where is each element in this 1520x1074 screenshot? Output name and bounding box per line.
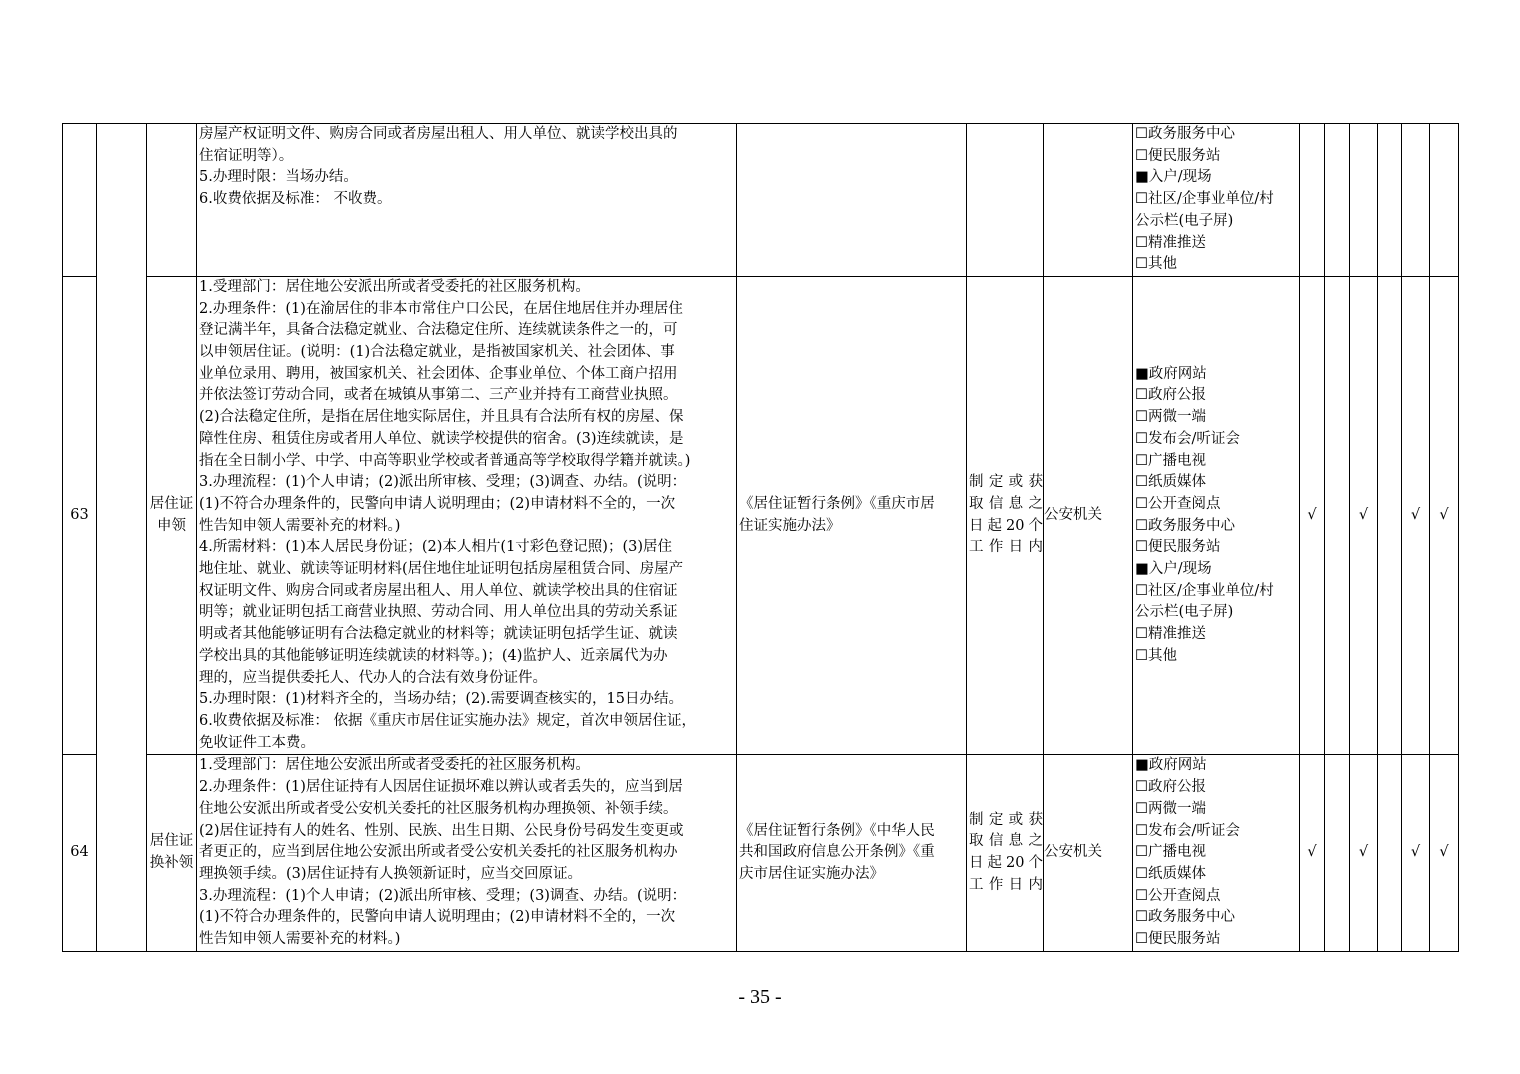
content-line: 免收证件工本费。 xyxy=(199,734,315,751)
mark-cell xyxy=(1378,124,1402,277)
item-name-line: 换补领 xyxy=(149,855,194,872)
time-limit-line: 工作日内 xyxy=(969,876,1043,893)
content-line: 1.受理部门：居住地公安派出所或者受委托的社区服务机构。 xyxy=(199,278,590,295)
channel-option: ☐便民服务站 xyxy=(1135,931,1221,948)
content-line: 登记满半年，具备合法稳定就业、合法稳定住所、连续就读条件之一的，可 xyxy=(199,322,678,339)
basis-cell xyxy=(737,124,967,277)
basis-line: 庆市居住证实施办法》 xyxy=(739,865,884,882)
item-name-cell xyxy=(147,124,197,277)
content-line: 6.收费依据及标准： 依据《重庆市居住证实施办法》规定，首次申领居住证， xyxy=(199,712,696,729)
content-line: 理的，应当提供委托人、代办人的合法有效身份证件。 xyxy=(199,669,547,686)
channel-option: ☐社区/企事业单位/村 xyxy=(1135,191,1274,208)
content-line: 指在全日制小学、中学、中高等职业学校或者普通高等学校取得学籍并就读。) xyxy=(199,452,691,469)
subject-cell: 公安机关 xyxy=(1044,755,1133,951)
basis-cell xyxy=(737,276,967,754)
channel-option: ☐政务服务中心 xyxy=(1135,517,1235,534)
basis-line: 《居住证暂行条例》《重庆市居 xyxy=(739,495,935,512)
check-mark: √ xyxy=(1350,276,1378,754)
content-line: 障性住房、租赁住房或者用人单位、就读学校提供的宿舍。(3)连续就读，是 xyxy=(199,430,684,447)
channel-option: ☐便民服务站 xyxy=(1135,147,1221,164)
check-mark: √ xyxy=(1300,755,1325,951)
basis-cell xyxy=(737,755,967,951)
page-number: - 35 - xyxy=(738,986,782,1008)
content-line: 明或者其他能够证明有合法稳定就业的材料等；就读证明包括学生证、就读 xyxy=(199,626,678,643)
check-mark xyxy=(1325,276,1350,754)
mark-cell xyxy=(1402,124,1430,277)
content-line: (1)不符合办理条件的，民警向申请人说明理由；(2)申请材料不全的，一次 xyxy=(199,909,676,926)
content-line: 性告知申领人需要补充的材料。) xyxy=(199,931,401,948)
content-line: 5.办理时限：(1)材料齐全的，当场办结；(2).需要调查核实的，15日办结。 xyxy=(199,691,683,708)
mark-cell xyxy=(1325,124,1350,277)
item-name-line: 居住证 xyxy=(149,495,194,512)
check-mark: √ xyxy=(1300,276,1325,754)
basis-line: 《居住证暂行条例》《中华人民 xyxy=(739,822,935,839)
channel-option: 公示栏(电子屏) xyxy=(1135,212,1234,229)
mark-cell xyxy=(1430,124,1459,277)
content-line: 6.收费依据及标准： 不收费。 xyxy=(199,191,392,208)
mark-cell xyxy=(1300,124,1325,277)
check-mark: √ xyxy=(1402,276,1430,754)
check-mark: √ xyxy=(1430,755,1459,951)
channel-option: ☐公开查阅点 xyxy=(1135,495,1221,512)
channel-option: ☐政府公报 xyxy=(1135,779,1206,796)
row-number-cell: 63 xyxy=(63,276,97,754)
content-line: 2.办理条件：(1)居住证持有人因居住证损坏难以辨认或者丢失的，应当到居 xyxy=(199,779,683,796)
item-name-cell xyxy=(147,276,197,754)
time-limit-line: 工作日内 xyxy=(969,539,1043,556)
table-row xyxy=(63,276,1459,754)
channel-option: ☐政务服务中心 xyxy=(1135,126,1235,142)
time-limit-line: 日起20个 xyxy=(969,855,1043,872)
channel-option: ■政府网站 xyxy=(1135,365,1207,382)
channel-option: ☐公开查阅点 xyxy=(1135,887,1221,904)
channel-option: ☐发布会/听证会 xyxy=(1135,822,1240,839)
channels-cell xyxy=(1133,276,1300,754)
subject-cell: 公安机关 xyxy=(1044,276,1133,754)
content-line: (2)合法稳定住所，是指在居住地实际居住，并且具有合法所有权的房屋、保 xyxy=(199,409,684,426)
time-limit-line: 取信息之 xyxy=(969,495,1043,512)
subject-cell xyxy=(1044,124,1133,277)
channel-option: ☐广播电视 xyxy=(1135,452,1206,469)
time-limit-line: 取信息之 xyxy=(969,833,1043,850)
channel-option: ☐政府公报 xyxy=(1135,387,1206,404)
check-mark: √ xyxy=(1402,755,1430,951)
channel-option: ☐两微一端 xyxy=(1135,800,1206,817)
disclosure-table xyxy=(62,123,1459,952)
time-limit-cell xyxy=(967,124,1044,277)
row-number-cell xyxy=(63,124,97,277)
check-mark xyxy=(1378,755,1402,951)
time-limit-cell xyxy=(967,755,1044,951)
content-line: 权证明文件、购房合同或者房屋出租人、用人单位、就读学校出具的住宿证 xyxy=(199,582,678,599)
channel-option: ☐纸质媒体 xyxy=(1135,474,1206,491)
content-cell xyxy=(197,124,737,277)
content-line: 3.办理流程：(1)个人申请；(2)派出所审核、受理；(3)调查、办结。(说明： xyxy=(199,474,687,491)
channel-option: ☐社区/企事业单位/村 xyxy=(1135,582,1274,599)
channels-cell xyxy=(1133,124,1300,277)
channels-cell xyxy=(1133,755,1300,951)
check-mark: √ xyxy=(1430,276,1459,754)
channel-option: 公示栏(电子屏) xyxy=(1135,604,1234,621)
table-row xyxy=(63,755,1459,951)
channel-option: ☐其他 xyxy=(1135,256,1177,273)
channel-option: ☐政务服务中心 xyxy=(1135,909,1235,926)
channel-option: ■政府网站 xyxy=(1135,757,1207,774)
time-limit-line: 日起20个 xyxy=(969,517,1043,534)
channel-option: ■入户/现场 xyxy=(1135,169,1212,186)
basis-line: 共和国政府信息公开条例》《重 xyxy=(739,844,935,861)
content-line: 住宿证明等）。 xyxy=(199,147,294,164)
content-line: 5.办理时限：当场办结。 xyxy=(199,169,358,186)
content-line: 理换领手续。(3)居住证持有人换领新证时，应当交回原证。 xyxy=(199,865,583,882)
content-cell xyxy=(197,276,737,754)
channel-option: ☐广播电视 xyxy=(1135,844,1206,861)
time-limit-line: 制定或获 xyxy=(969,474,1043,491)
content-line: 1.受理部门：居住地公安派出所或者受委托的社区服务机构。 xyxy=(199,757,590,774)
check-mark xyxy=(1325,755,1350,951)
time-limit-cell xyxy=(967,276,1044,754)
content-line: (2)居住证持有人的姓名、性别、民族、出生日期、公民身份号码发生变更或 xyxy=(199,822,684,839)
mark-cell xyxy=(1350,124,1378,277)
content-line: 学校出具的其他能够证明连续就读的材料等。)；(4)监护人、近亲属代为办 xyxy=(199,647,668,664)
content-line: 住地公安派出所或者受公安机关委托的社区服务机构办理换领、补领手续。 xyxy=(199,800,678,817)
channel-option: ☐纸质媒体 xyxy=(1135,865,1206,882)
content-line: 地住址、就业、就读等证明材料(居住地住址证明包括房屋租赁合同、房屋产 xyxy=(199,561,684,578)
content-line: 2.办理条件：(1)在渝居住的非本市常住户口公民，在居住地居住并办理居住 xyxy=(199,300,683,317)
check-mark: √ xyxy=(1350,755,1378,951)
channel-option: ☐两微一端 xyxy=(1135,409,1206,426)
check-mark xyxy=(1378,276,1402,754)
channel-option: ☐精准推送 xyxy=(1135,234,1206,251)
basis-line: 住证实施办法》 xyxy=(739,517,841,534)
content-line: 4.所需材料：(1)本人居民身份证；(2)本人相片(1寸彩色登记照)；(3)居住 xyxy=(199,539,672,556)
table-row xyxy=(63,124,1459,277)
content-line: 者更正的，应当到居住地公安派出所或者受公安机关委托的社区服务机构办 xyxy=(199,844,678,861)
category-cell xyxy=(97,124,147,952)
content-line: 以申领居住证。(说明：(1)合法稳定就业，是指被国家机关、社会团体、事 xyxy=(199,344,675,361)
channel-option: ☐其他 xyxy=(1135,647,1177,664)
channel-option: ☐便民服务站 xyxy=(1135,539,1221,556)
channel-option: ☐精准推送 xyxy=(1135,626,1206,643)
time-limit-line: 制定或获 xyxy=(969,811,1043,828)
content-line: 并依法签订劳动合同，或者在城镇从事第二、三产业并持有工商营业执照。 xyxy=(199,387,678,404)
item-name-line: 申领 xyxy=(157,517,186,534)
item-name-line: 居住证 xyxy=(149,833,194,850)
content-cell xyxy=(197,755,737,951)
content-line: 明等；就业证明包括工商营业执照、劳动合同、用人单位出具的劳动关系证 xyxy=(199,604,678,621)
row-number-cell: 64 xyxy=(63,755,97,951)
content-line: 房屋产权证明文件、购房合同或者房屋出租人、用人单位、就读学校出具的 xyxy=(199,126,678,142)
channel-option: ☐发布会/听证会 xyxy=(1135,430,1240,447)
content-line: (1)不符合办理条件的，民警向申请人说明理由；(2)申请材料不全的，一次 xyxy=(199,495,676,512)
content-line: 3.办理流程：(1)个人申请；(2)派出所审核、受理；(3)调查、办结。(说明： xyxy=(199,887,687,904)
content-line: 业单位录用、聘用，被国家机关、社会团体、企事业单位、个体工商户招用 xyxy=(199,365,678,382)
item-name-cell xyxy=(147,755,197,951)
content-line: 性告知申领人需要补充的材料。) xyxy=(199,517,401,534)
channel-option: ■入户/现场 xyxy=(1135,561,1212,578)
